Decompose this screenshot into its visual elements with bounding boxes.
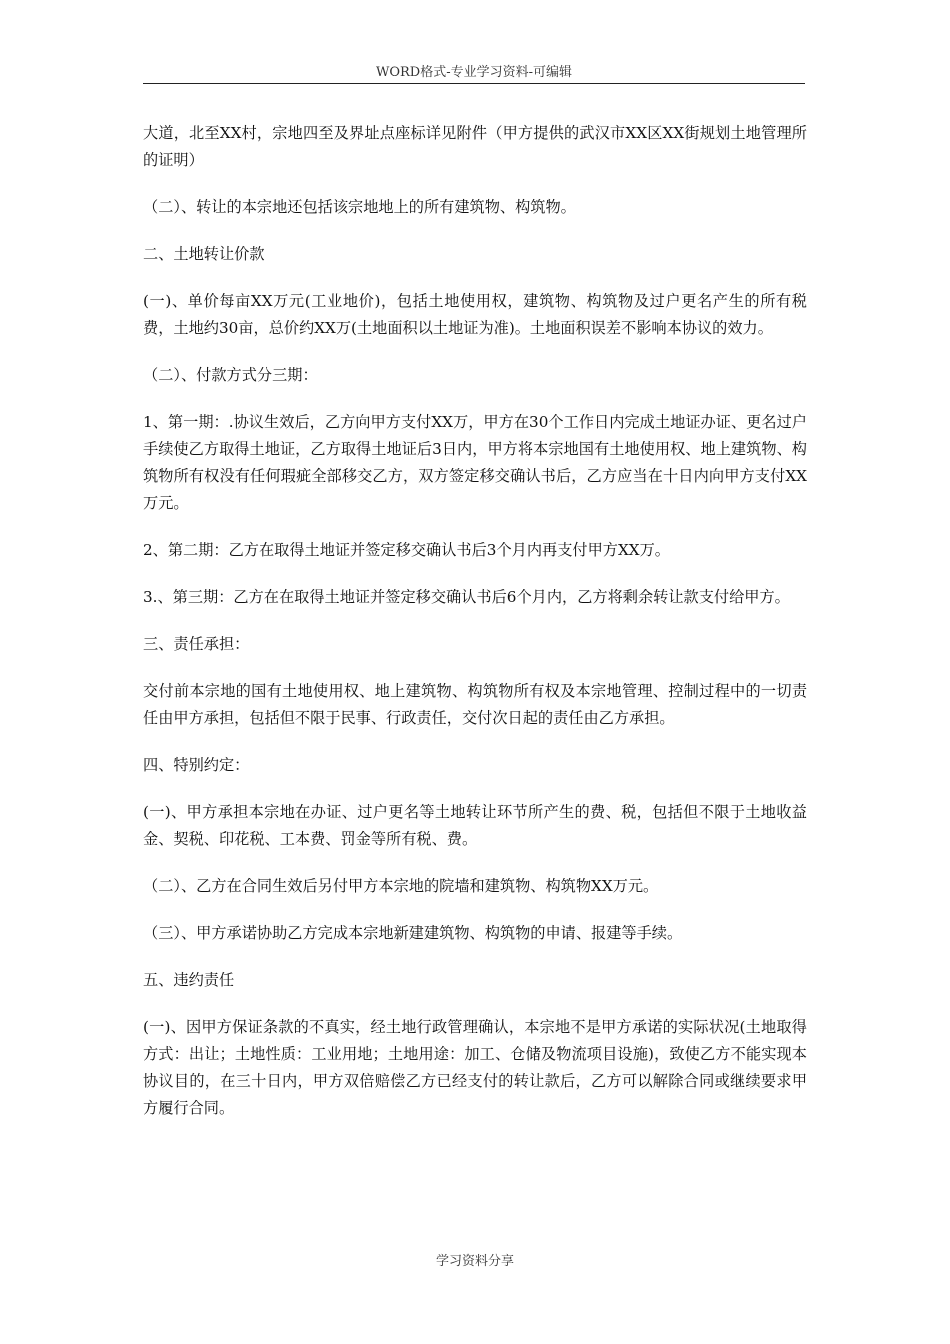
paragraph-payment-phase-3: 3.、第三期：乙方在在取得土地证并签定移交确认书后6个月内，乙方将剩余转让款支付给甲方。 [143, 588, 790, 606]
paragraph-payment-method: （二）、付款方式分三期： [143, 366, 318, 384]
paragraph-payment-phase-2: 2、第二期：乙方在取得土地证并签定移交确认书后3个月内再支付甲方XX万。 [143, 541, 670, 559]
section-heading-breach: 五、违约责任 [143, 971, 235, 989]
page-footer: 学习资料分享 [435, 1254, 514, 1269]
paragraph-transfer-includes-buildings: （二）、转让的本宗地还包括该宗地地上的所有建筑物、构筑物。 [143, 198, 576, 216]
paragraph-special-term-3: （三）、甲方承诺协助乙方完成本宗地新建建筑物、构筑物的申请、报建等手续。 [143, 924, 683, 942]
page-header: WORD格式-专业学习资料-可编辑 [375, 65, 573, 80]
section-heading-price: 二、土地转让价款 [143, 245, 265, 263]
section-heading-liability: 三、责任承担： [143, 635, 250, 653]
paragraph-special-term-2: （二）、乙方在合同生效后另付甲方本宗地的院墙和建筑物、构筑物XX万元。 [143, 877, 659, 895]
paragraph-unit-price: (一)、单价每亩XX万元(工业地价)，包括土地使用权，建筑物、构筑物及过户更名产生的所有税费，土地约30亩，总价约XX万(土地面积以土地证为准)。土地面积误差不影响本协议的效力。 [143, 292, 807, 337]
header-divider [143, 83, 805, 84]
paragraph-payment-phase-1: 1、第一期：.协议生效后，乙方向甲方支付XX万，甲方在30个工作日内完成土地证办证、更名过户手续使乙方取得土地证，乙方取得土地证后3日内，甲方将本宗地国有土地使用权、地上建筑物、构筑物所有权没有任何瑕疵全部移交乙方，双方签定移交确认书后，乙方应当在十日内向甲方支付XX万元。 [143, 413, 807, 512]
section-heading-special-terms: 四、特别约定： [143, 756, 250, 774]
paragraph-boundary-continued: 大道，北至XX村，宗地四至及界址点座标详见附件（甲方提供的武汉市XX区XX街规划土地管理所的证明） [143, 124, 807, 169]
document-body [143, 120, 807, 1142]
paragraph-liability: 交付前本宗地的国有土地使用权、地上建筑物、构筑物所有权及本宗地管理、控制过程中的一切责任由甲方承担，包括但不限于民事、行政责任，交付次日起的责任由乙方承担。 [143, 682, 807, 727]
paragraph-breach-1: (一)、因甲方保证条款的不真实，经土地行政管理确认，本宗地不是甲方承诺的实际状况(土地取得方式：出让；土地性质：工业用地；土地用途：加工、仓储及物流项目设施)，致使乙方不能实现本协议目的，在三十日内，甲方双倍赔偿乙方已经支付的转让款后，乙方可以解除合同或继续要求甲方履行合同。 [143, 1018, 807, 1117]
paragraph-special-term-1: (一)、甲方承担本宗地在办证、过户更名等土地转让环节所产生的费、税，包括但不限于土地收益金、契税、印花税、工本费、罚金等所有税、费。 [143, 803, 807, 848]
